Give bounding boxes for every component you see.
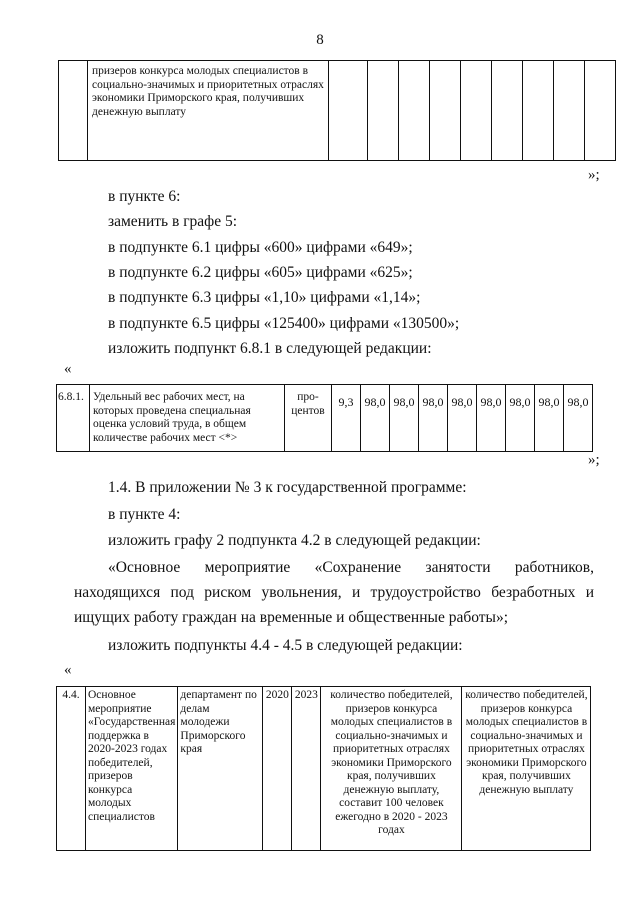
value-cell: 98,0 (506, 385, 535, 452)
quoted-paragraph: «Основное мероприятие «Сохранение занятости работников, находящихся под риском увольнения, и трудоустройство безработных и ищущих работу граждан на временные и общественные работы»; (74, 559, 594, 626)
instruction-line-7: изложить подпункт 6.8.1 в следующей редакции: (108, 340, 432, 357)
measures-table-4-4 (56, 686, 591, 851)
opening-quote-1: « (64, 361, 72, 377)
target-indicator: количество победителей, призеров конкурса молодых специалистов в социально-значимых и приоритетных отраслях экономики Приморского края, получивших денежную выплату (462, 687, 591, 851)
value-cell: 98,0 (361, 385, 390, 452)
value-cell: 98,0 (390, 385, 419, 452)
value-cell: 9,3 (332, 385, 361, 452)
instruction-line-8: изложить графу 2 подпункта 4.2 в следующей редакции: (108, 532, 481, 549)
instruction-line-1: в пункте 6: (108, 188, 181, 205)
end-year: 2023 (292, 687, 321, 851)
start-year: 2020 (263, 687, 292, 851)
value-cell: 98,0 (564, 385, 593, 452)
closing-quote-2: »; (588, 452, 600, 468)
section-heading: 1.4. В приложении № 3 к государственной программе: (108, 479, 467, 496)
closing-quote-1: »; (588, 167, 600, 183)
indicator-table-6-8-1 (56, 384, 593, 452)
instruction-line-5: в подпункте 6.3 цифры «1,10» цифрами «1,14»; (108, 289, 421, 306)
instruction-line-3: в подпункте 6.1 цифры «600» цифрами «649»; (108, 239, 413, 256)
instruction-line-6: в подпункте 6.5 цифры «125400» цифрами «130500»; (108, 315, 460, 332)
instruction-line-2: заменить в графе 5: (108, 213, 238, 230)
point-line: в пункте 4: (108, 506, 181, 523)
opening-quote-2: « (64, 662, 72, 678)
indicator-name: Удельный вес рабочих мест, на которых проведена специальная оценка условий труда, в общем количестве рабочих мест <*> (90, 385, 285, 452)
instruction-line-4: в подпункте 6.2 цифры «605» цифрами «625»; (108, 264, 413, 281)
value-cell: 98,0 (419, 385, 448, 452)
row-number: 6.8.1. (57, 385, 90, 452)
continuation-table (58, 60, 616, 161)
measure-name: Основное мероприятие «Государственная поддержка в 2020-2023 годах победителей, призеров конкурса молодых специалистов (86, 687, 178, 851)
indicator-text-cell: призеров конкурса молодых специалистов в социально-значимых и приоритетных отраслях экономики Приморского края, получивших денежную выплату (88, 61, 329, 161)
page-number: 8 (316, 32, 324, 48)
value-cell: 98,0 (535, 385, 564, 452)
unit-cell: про-центов (285, 385, 332, 452)
executor-cell: департамент по делам молодежи Приморского края (178, 687, 263, 851)
value-cell: 98,0 (477, 385, 506, 452)
value-cell: 98,0 (448, 385, 477, 452)
row-number: 4.4. (57, 687, 86, 851)
expected-result: количество победителей, призеров конкурса молодых специалистов в социально-значимых и приоритетных отраслях экономики Приморского края, получивших денежную выплату, составит 100 человек ежегодно в 2020 - 2023 годах (321, 687, 462, 851)
instruction-line-9: изложить подпункты 4.4 - 4.5 в следующей редакции: (108, 637, 463, 654)
